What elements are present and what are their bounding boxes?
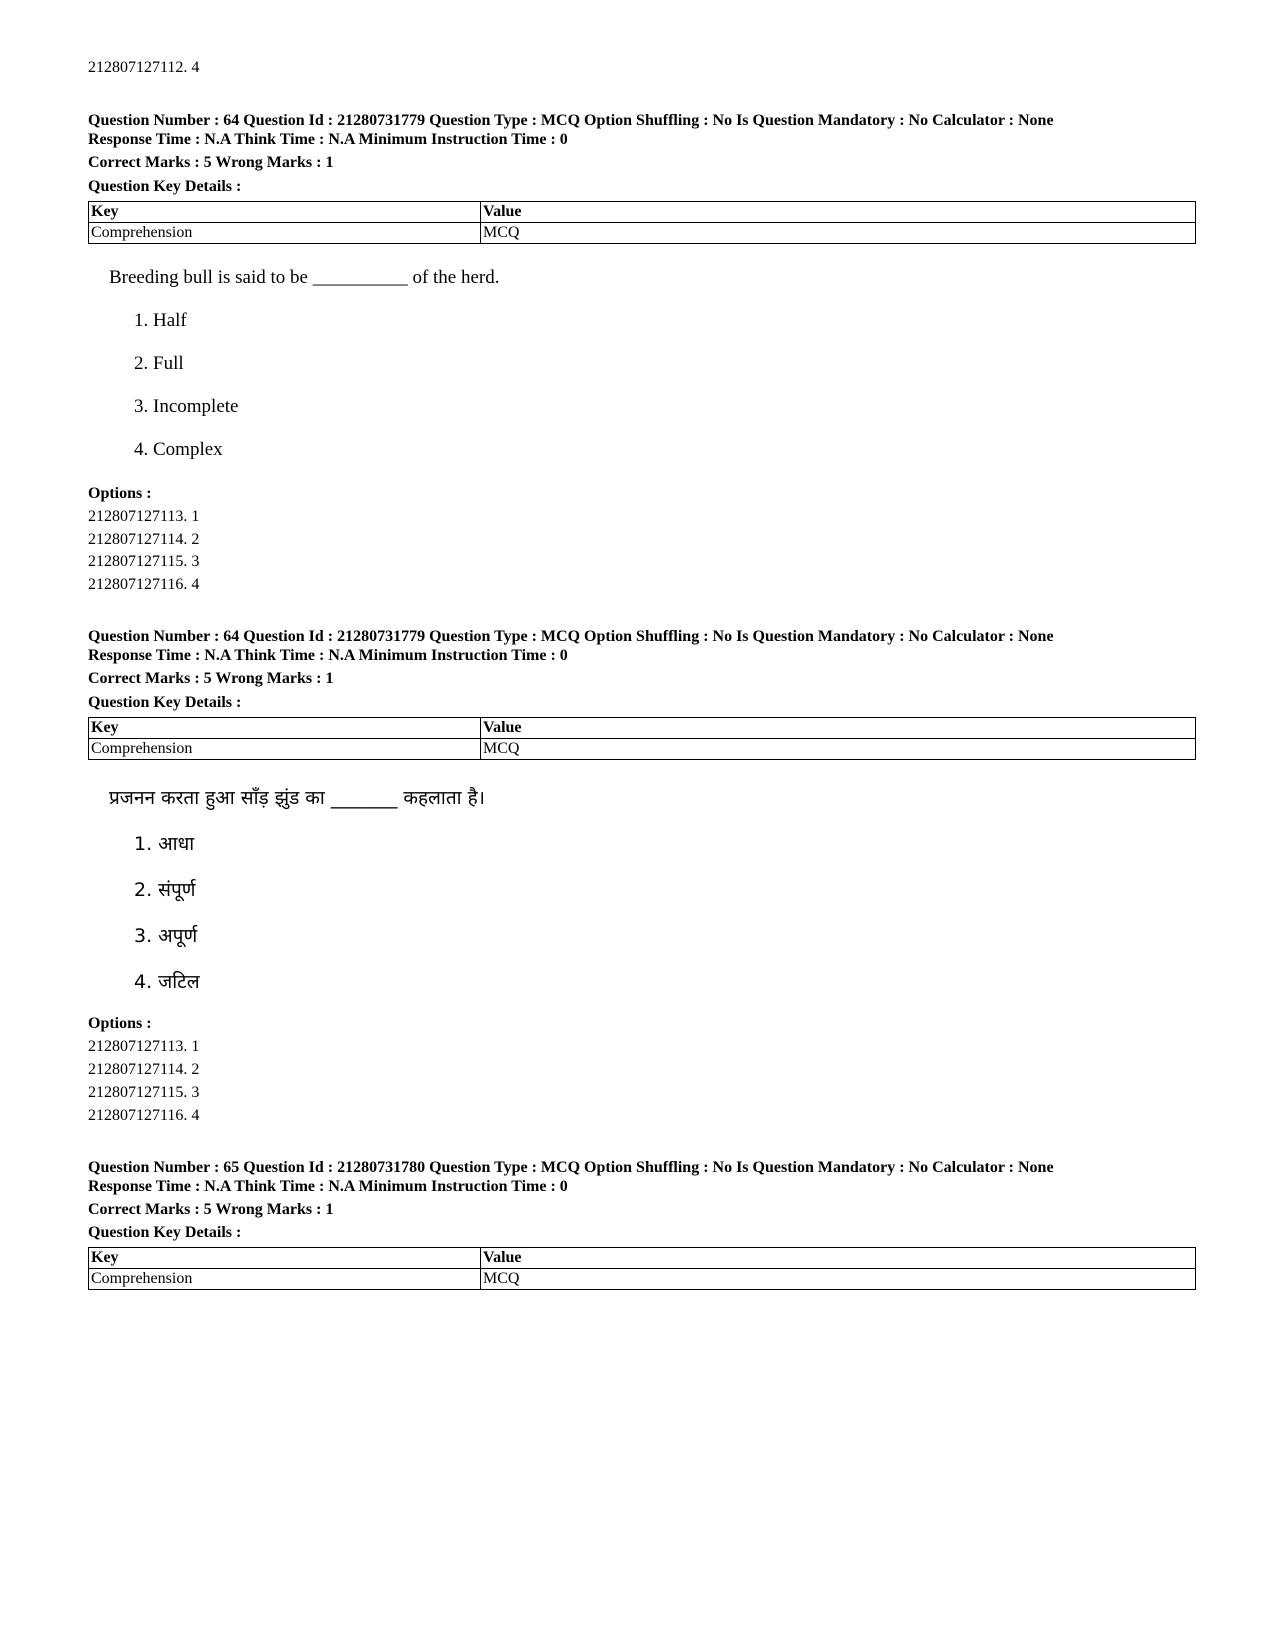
key-header-cell: Key xyxy=(89,202,481,223)
question-choice: 2. संपूर्ण xyxy=(134,879,196,901)
question-key-details-label: Question Key Details : xyxy=(88,1224,242,1241)
key-table-row xyxy=(89,223,1196,244)
value-header-cell: Value xyxy=(481,202,1196,223)
option-id: 212807127116. 4 xyxy=(88,1107,200,1124)
key-cell: Comprehension xyxy=(89,1269,481,1290)
key-header-cell: Key xyxy=(89,1248,481,1269)
question-marks: Correct Marks : 5 Wrong Marks : 1 xyxy=(88,1201,334,1218)
value-cell: MCQ xyxy=(481,223,1196,244)
value-cell: MCQ xyxy=(481,739,1196,760)
options-label: Options : xyxy=(88,1015,152,1032)
question-choice: 2. Full xyxy=(134,353,184,374)
question-meta-line1: Question Number : 64 Question Id : 21280731779 Question Type : MCQ Option Shuffling : No Is Question Mandatory : No Calculator : None xyxy=(88,628,1054,645)
option-id: 212807127114. 2 xyxy=(88,1061,200,1078)
option-id: 212807127116. 4 xyxy=(88,576,200,593)
value-cell: MCQ xyxy=(481,1269,1196,1290)
option-id: 212807127115. 3 xyxy=(88,1084,200,1101)
key-cell: Comprehension xyxy=(89,739,481,760)
option-id: 212807127114. 2 xyxy=(88,531,200,548)
option-id: 212807127113. 1 xyxy=(88,1038,200,1055)
key-cell: Comprehension xyxy=(89,223,481,244)
key-table-header-row xyxy=(89,718,1196,739)
question-key-table xyxy=(88,717,1196,760)
option-id: 212807127115. 3 xyxy=(88,553,200,570)
key-table-header-row xyxy=(89,202,1196,223)
question-meta-line2: Response Time : N.A Think Time : N.A Minimum Instruction Time : 0 xyxy=(88,647,568,664)
question-choice: 3. अपूर्ण xyxy=(134,925,198,947)
question-text: प्रजनन करता हुआ साँड़ झुंड का _______ कहलाता है। xyxy=(109,787,485,809)
options-label: Options : xyxy=(88,485,152,502)
key-table-row xyxy=(89,739,1196,760)
question-key-table xyxy=(88,1247,1196,1290)
question-meta-line1: Question Number : 64 Question Id : 21280731779 Question Type : MCQ Option Shuffling : No Is Question Mandatory : No Calculator : None xyxy=(88,112,1054,129)
question-key-details-label: Question Key Details : xyxy=(88,178,242,195)
value-header-cell: Value xyxy=(481,718,1196,739)
key-header-cell: Key xyxy=(89,718,481,739)
question-marks: Correct Marks : 5 Wrong Marks : 1 xyxy=(88,670,334,687)
value-header-cell: Value xyxy=(481,1248,1196,1269)
question-choice: 1. आधा xyxy=(134,833,195,855)
question-meta-line1: Question Number : 65 Question Id : 21280731780 Question Type : MCQ Option Shuffling : No Is Question Mandatory : No Calculator : None xyxy=(88,1159,1054,1176)
question-text: Breeding bull is said to be __________ of the herd. xyxy=(109,267,500,288)
key-table-row xyxy=(89,1269,1196,1290)
question-marks: Correct Marks : 5 Wrong Marks : 1 xyxy=(88,154,334,171)
question-choice: 1. Half xyxy=(134,310,187,331)
previous-option-id: 212807127112. 4 xyxy=(88,59,200,76)
question-choice: 3. Incomplete xyxy=(134,396,239,417)
option-id: 212807127113. 1 xyxy=(88,508,200,525)
question-key-details-label: Question Key Details : xyxy=(88,694,242,711)
question-choice: 4. जटिल xyxy=(134,971,200,993)
question-choice: 4. Complex xyxy=(134,439,223,460)
question-key-table xyxy=(88,201,1196,244)
question-meta-line2: Response Time : N.A Think Time : N.A Minimum Instruction Time : 0 xyxy=(88,1178,568,1195)
key-table-header-row xyxy=(89,1248,1196,1269)
question-meta-line2: Response Time : N.A Think Time : N.A Minimum Instruction Time : 0 xyxy=(88,131,568,148)
